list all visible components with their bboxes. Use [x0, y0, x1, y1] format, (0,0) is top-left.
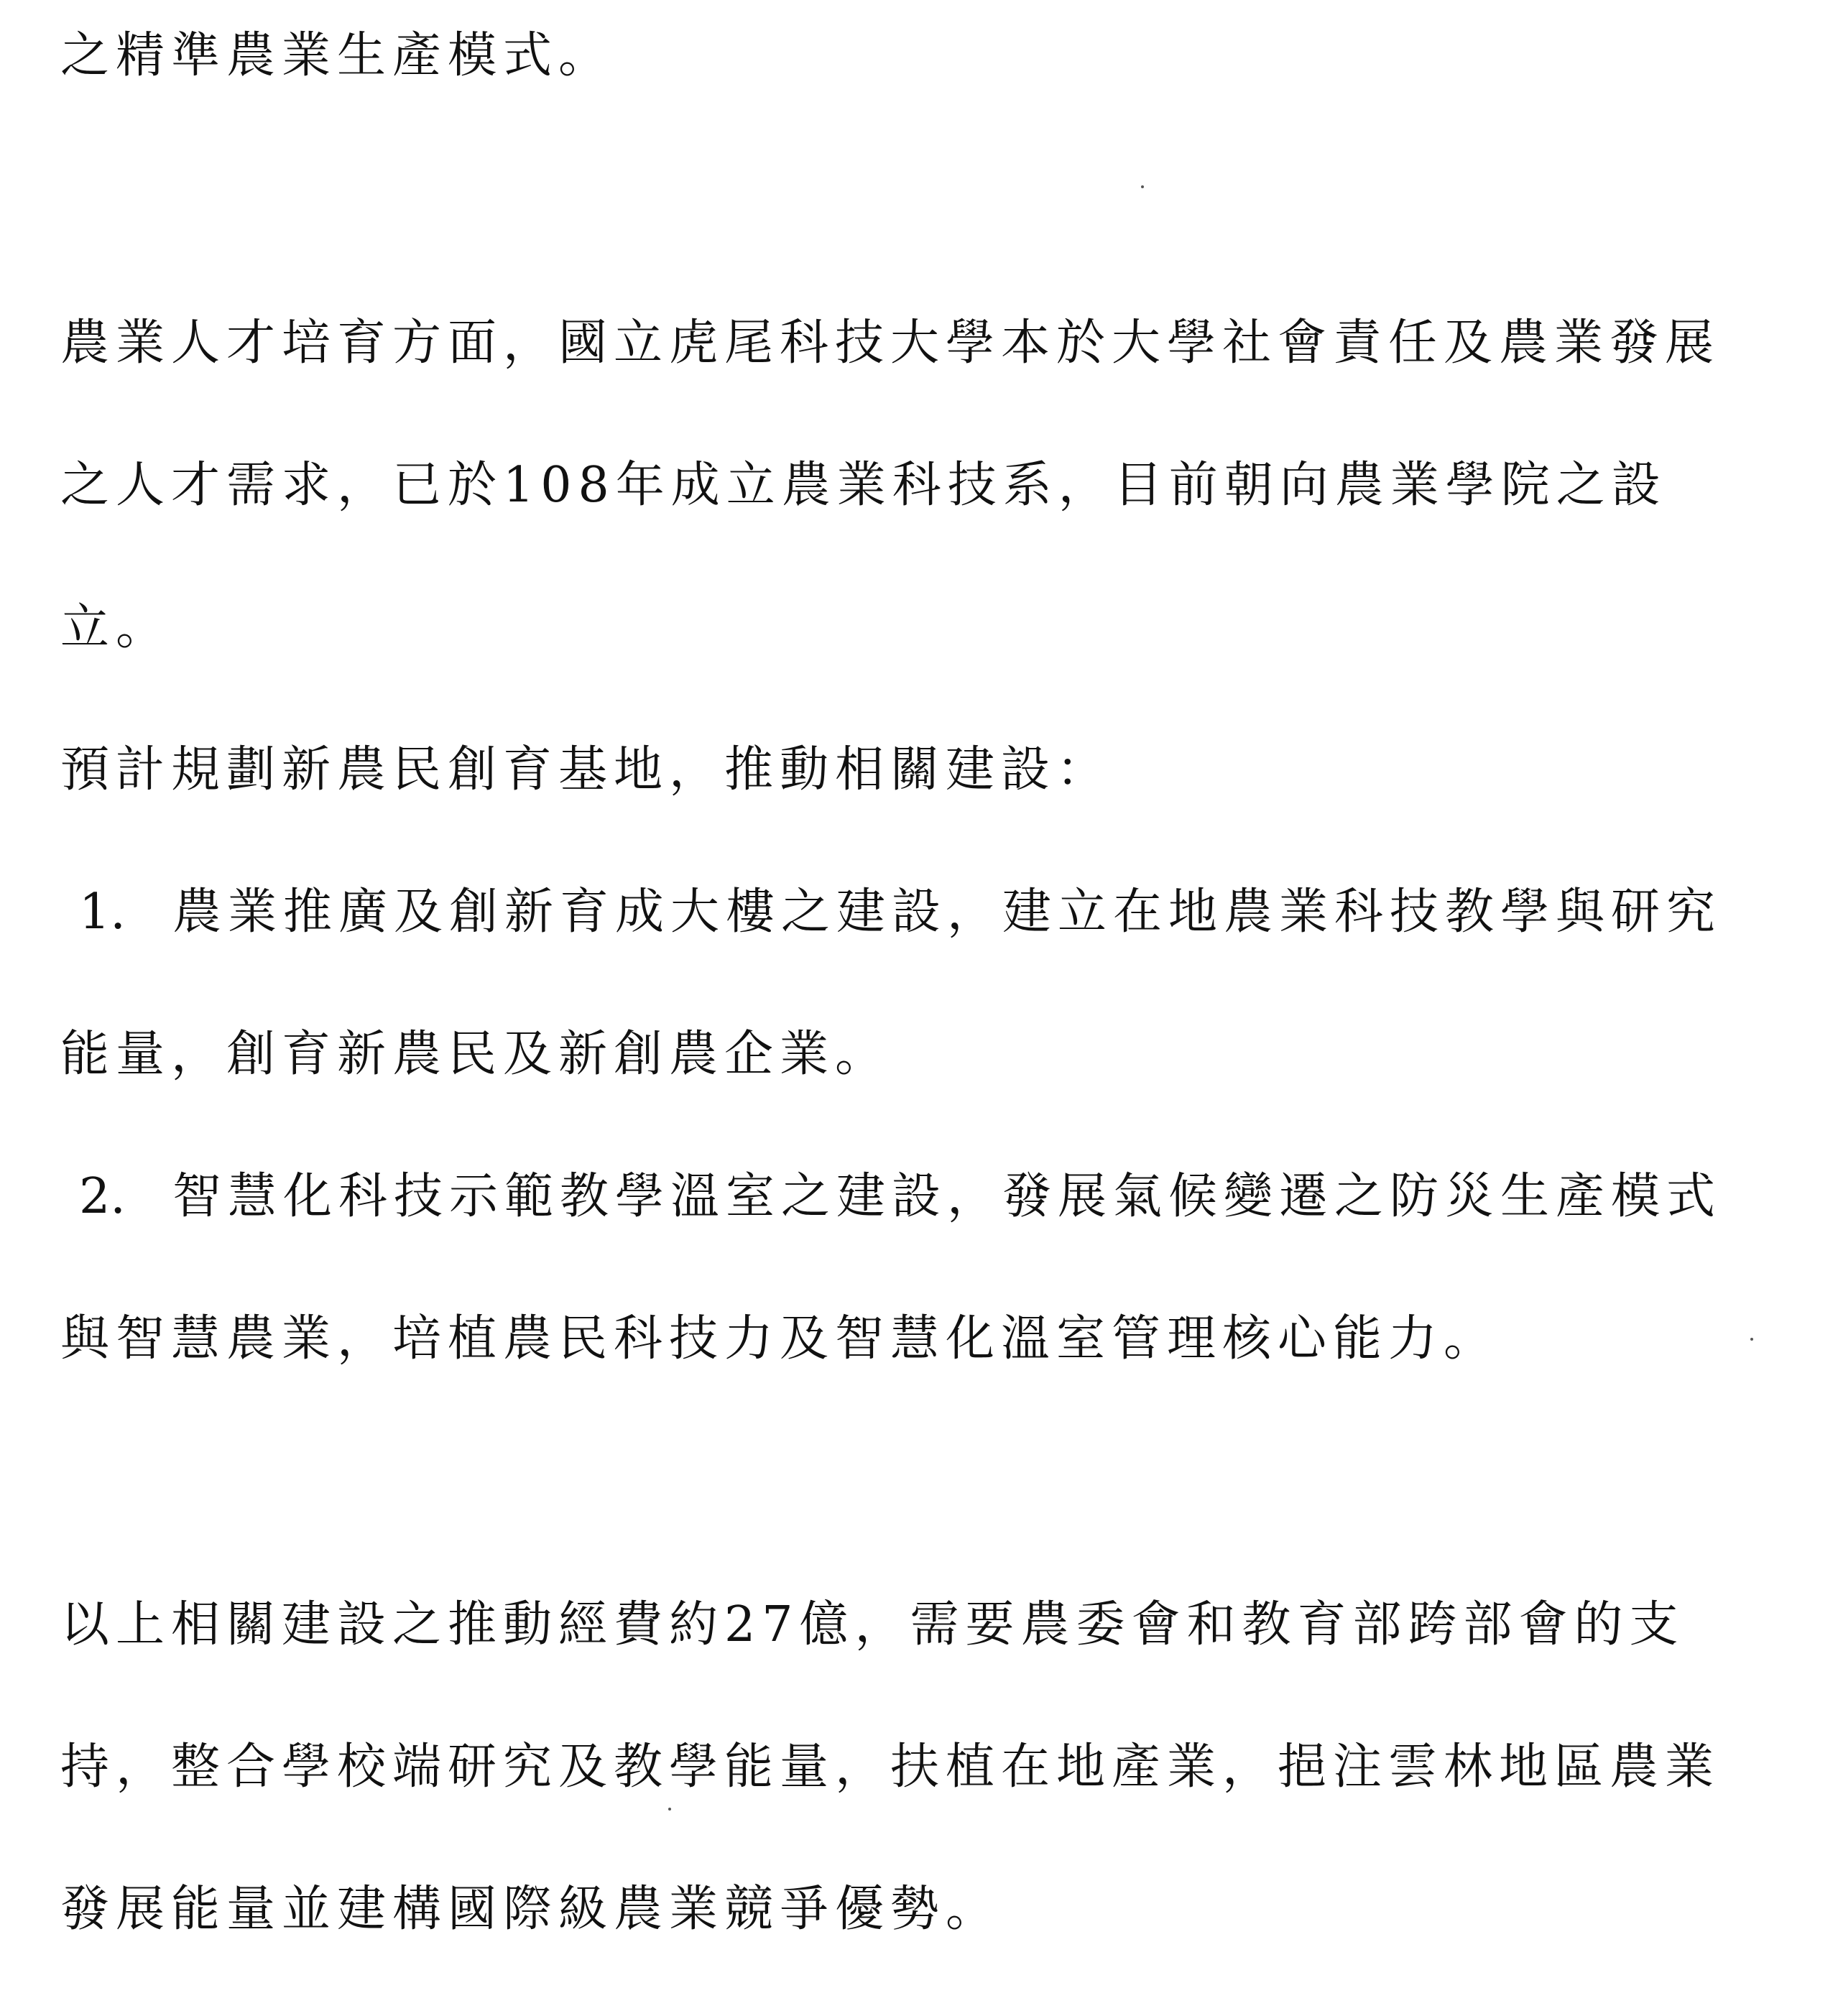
plan-item-1-second-line: 能量，創育新農民及新創農企業。 [60, 1026, 891, 1083]
talent-line-3: 立。 [60, 599, 172, 656]
plan-intro: 預計規劃新農民創育基地，推動相關建設： [60, 741, 1112, 798]
funding-line-3: 發展能量並建構國際級農業競爭優勢。 [60, 1881, 1002, 1938]
plan-item-1-first-line [79, 884, 1722, 941]
scan-speck [1750, 1338, 1753, 1341]
talent-line-1: 農業人才培育方面，國立虎尾科技大學本於大學社會責任及農業發展 [60, 315, 1721, 371]
funding-line-1: 以上相關建設之推動經費約27億，需要農委會和教育部跨部會的支 [60, 1596, 1685, 1653]
continuation-line: 之精準農業生產模式。 [60, 27, 614, 84]
plan-item-text: 智慧化科技示範教學溫室之建設，發展氣候變遷之防災生產模式 [172, 1168, 1722, 1225]
plan-item-text: 農業推廣及創新育成大樓之建設，建立在地農業科技教學與研究 [172, 884, 1722, 940]
scan-speck [1141, 185, 1144, 188]
plan-item-2-second-line: 與智慧農業，培植農民科技力及智慧化溫室管理核心能力。 [60, 1310, 1500, 1367]
plan-item-number: 1. [79, 884, 126, 940]
talent-line-2: 之人才需求，已於108年成立農業科技系，目前朝向農業學院之設 [60, 457, 1667, 514]
funding-line-2: 持，整合學校端研究及教學能量，扶植在地產業，挹注雲林地區農業 [60, 1739, 1721, 1795]
plan-item-2-first-line [79, 1168, 1722, 1226]
plan-item-number: 2. [79, 1168, 126, 1225]
scan-speck [668, 1808, 671, 1811]
